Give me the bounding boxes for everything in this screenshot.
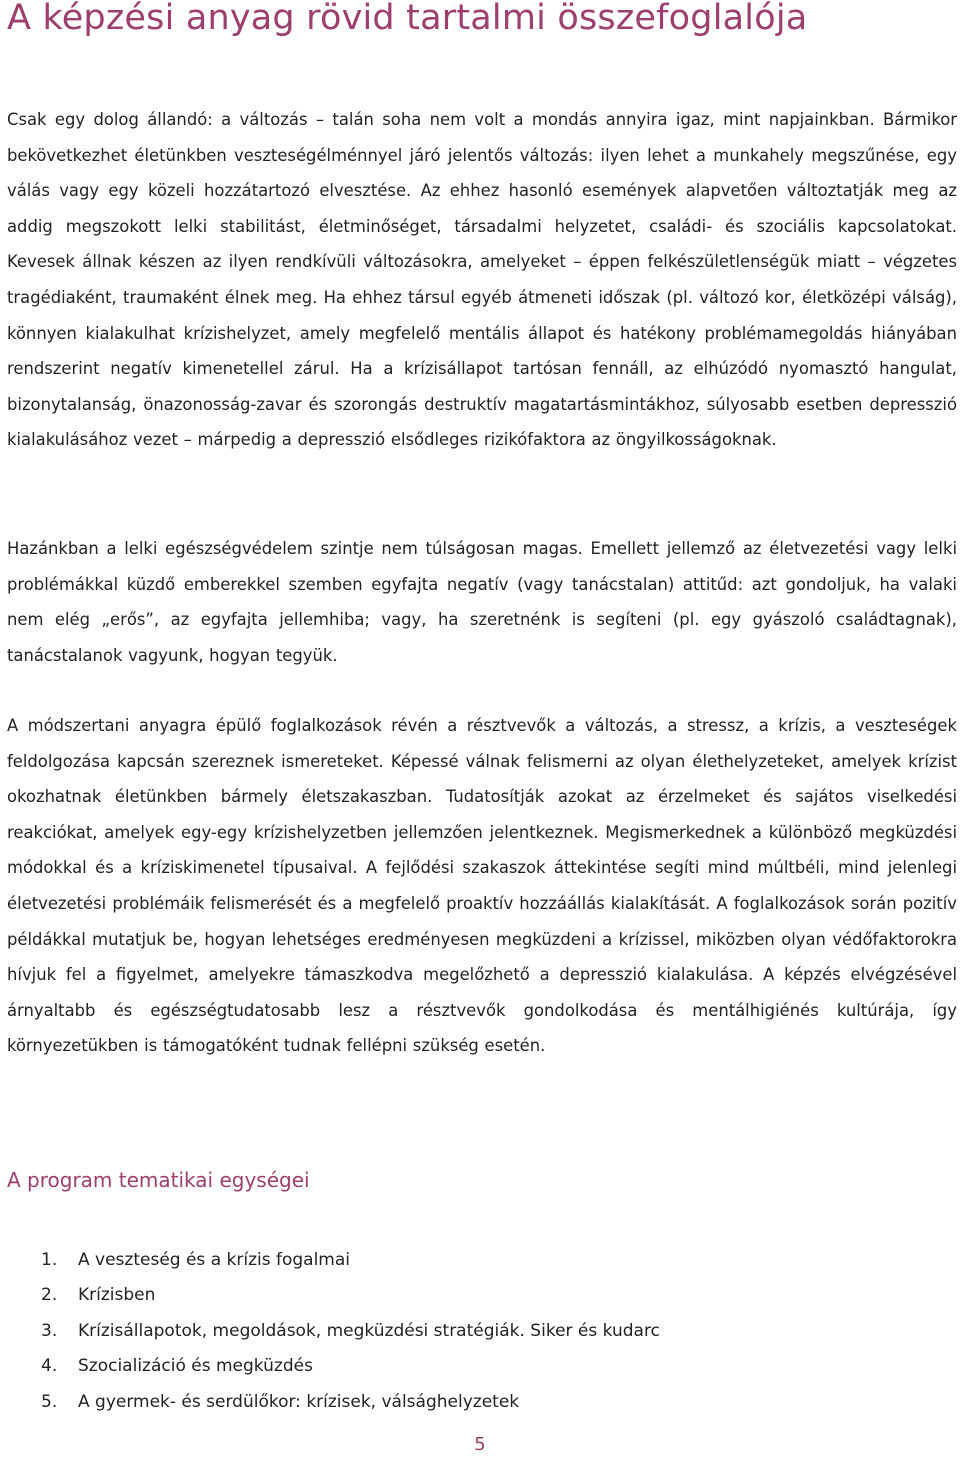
list-item-text: A gyermek- és serdülőkor: krízisek, válsághelyzetek — [78, 1391, 520, 1412]
paragraph-2: Hazánkban a lelki egészségvédelem szintje nem túlságosan magas. Emellett jellemző az életvezetési vagy lelki problémákkal küzdő emberekkel szemben egyfajta negatív (vagy tanácstalan) attitűd: azt gondoljuk, ha valaki nem elég „erős”, az egyfajta jellemhiba; vagy, ha szeretnénk is segíteni (pl. egy gyászoló családtagnak), tanácstalanok vagyunk, hogyan tegyük. — [7, 539, 957, 665]
list-item-text: Szocializáció és megküzdés — [78, 1356, 313, 1377]
list-item-text: Krízisben — [78, 1285, 156, 1306]
list-item-text: A veszteség és a krízis fogalmai — [78, 1250, 350, 1270]
list-item-number: 2. — [41, 1285, 58, 1306]
list-item-text: Krízisállapotok, megoldások, megküzdési stratégiák. Siker és kudarc — [78, 1320, 660, 1341]
page-title: A képzési anyag rövid tartalmi összefoglalója — [7, 0, 808, 38]
list-item-number: 1. — [41, 1250, 58, 1270]
paragraph-3: A módszertani anyagra épülő foglalkozások révén a résztvevők a változás, a stressz, a krízis, a veszteségek feldolgozása kapcsán szereznek ismereteket. Képessé válnak felismerni az olyan élethelyzeteket, amelyek krízist okozhatnak életünkben bármely életszakaszban. Tudatosítják azokat az érzelmeket és sajátos viselkedési reakciókat, amelyek egy-egy krízishelyzetben jellemzően jelentkeznek. Megismerkednek a különböző megküzdési módokkal és a kríziskimenetel típusaival. A fejlődési szakaszok áttekintése segíti mind múltbéli, mind jelenlegi életvezetési problémáik felismerését és a megfelelő proaktív hozzáállás kialakítását. A foglalkozások során pozitív példákkal mutatjuk be, hogyan lehetséges eredményesen megküzdeni a krízissel, miközben olyan védőfaktorokra hívjuk fel a figyelmet, amelyekre támaszkodva megelőzhető a depresszió kialakulása. A képzés elvégzésével árnyaltabb és egészségtudatosabb lesz a résztvevők gondolkodása és mentálhigiénés kultúrája, így környezetükben is támogatóként tudnak fellépni szükség esetén. — [7, 716, 957, 1056]
paragraph-1: Csak egy dolog állandó: a változás – talán soha nem volt a mondás annyira igaz, mint napjainkban. Bármikor bekövetkezhet életünkben veszteségélménnyel járó jelentős változás: ilyen lehet a munkahely megszűnése, egy válás vagy egy közeli hozzátartozó elvesztése. Az ehhez hasonló események alapvetően változtatják meg az addig megszokott lelki stabilitást, életminőséget, társadalmi helyzetet, családi- és szociális kapcsolatokat. Kevesek állnak készen az ilyen rendkívüli változásokra, amelyeket – éppen felkészületlenségük miatt – végzetes tragédiaként, traumaként élnek meg. Ha ehhez társul egyéb átmeneti időszak (pl. változó kor, életközépi válság), könnyen kialakulhat krízishelyzet, amely megfelelő mentális állapot és hatékony problémamegoldás hiányában rendszerint negatív kimenetellel zárul. Ha a krízisállapot tartósan fennáll, az elhúzódó nyomasztó hangulat, bizonytalanság, önazonosság-zavar és szorongás destruktív magatartásmintákhoz, súlyosabb esetben depresszió kialakulásához vezet – márpedig a depresszió elsődleges rizikófaktora az öngyilkosságoknak. — [7, 110, 957, 450]
list-item-number: 3. — [41, 1320, 58, 1341]
page-number: 5 — [474, 1434, 486, 1455]
list-item-number: 4. — [41, 1356, 58, 1377]
list-item-number: 5. — [41, 1391, 58, 1412]
section-title: A program tematikai egységei — [7, 1168, 310, 1192]
